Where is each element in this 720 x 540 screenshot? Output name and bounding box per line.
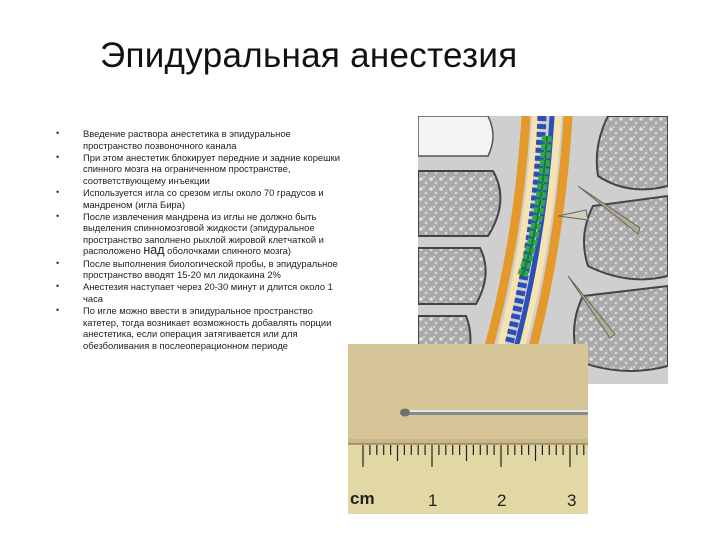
bullet-marker: • bbox=[56, 210, 60, 221]
bullet-text: Введение раствора анестетика в эпидуральное пространство позвоночного канала bbox=[83, 128, 291, 151]
ruler-number-3: 3 bbox=[567, 491, 577, 510]
bullet-marker: • bbox=[56, 151, 60, 162]
needle-photo bbox=[348, 344, 588, 514]
bullet-text: После выполнения биологической пробы, в эпидуральное пространство вводят 15-20 мл лидокаина 2% bbox=[83, 257, 338, 281]
ruler-unit: cm bbox=[350, 489, 375, 508]
bullet-text: При этом анестетик блокирует передние и задние корешки спинного мозга на ограниченном пространстве, соответствующему инъекции bbox=[83, 151, 340, 186]
bullet-marker: • bbox=[56, 304, 60, 315]
bullet-item bbox=[56, 187, 346, 210]
bullet-text: оболочками спинного мозга) bbox=[164, 245, 292, 257]
bullet-marker: • bbox=[56, 128, 60, 138]
ruler-number-1: 1 bbox=[428, 491, 438, 510]
bullet-text: Анестезия наступает через 20-30 минут и длится около 1 часа bbox=[83, 281, 333, 304]
bullet-text: Используется игла со срезом иглы около 70 градусов и мандреном (игла Бира) bbox=[83, 186, 324, 210]
slide-title: Эпидуральная анестезия bbox=[100, 36, 518, 75]
bullet-marker: • bbox=[56, 186, 60, 197]
ruler-number-2: 2 bbox=[497, 491, 507, 510]
bullet-marker: • bbox=[56, 281, 60, 292]
bullet-item bbox=[56, 281, 346, 304]
bullet-item bbox=[56, 211, 346, 257]
bullet-text: По игле можно ввести в эпидуральное пространство катетер, тогда возникает возможность добавлять порции анестетика, если операция затягивается или для обезболивания в послеоперационном периоде bbox=[83, 304, 332, 351]
bullet-text: После извлечения мандрена из иглы не должно быть выделения спинномозговой жидкости (эпидуральное пространство заполнено рыхлой жировой клетчаткой и расположено bbox=[83, 210, 324, 257]
bullet-marker: • bbox=[56, 257, 60, 268]
bullet-item bbox=[56, 152, 346, 187]
bullet-emphasis: над bbox=[143, 243, 165, 258]
bullet-item bbox=[56, 258, 346, 281]
bullet-list bbox=[56, 128, 346, 352]
bullet-item bbox=[56, 305, 346, 351]
bullet-item bbox=[56, 128, 346, 151]
